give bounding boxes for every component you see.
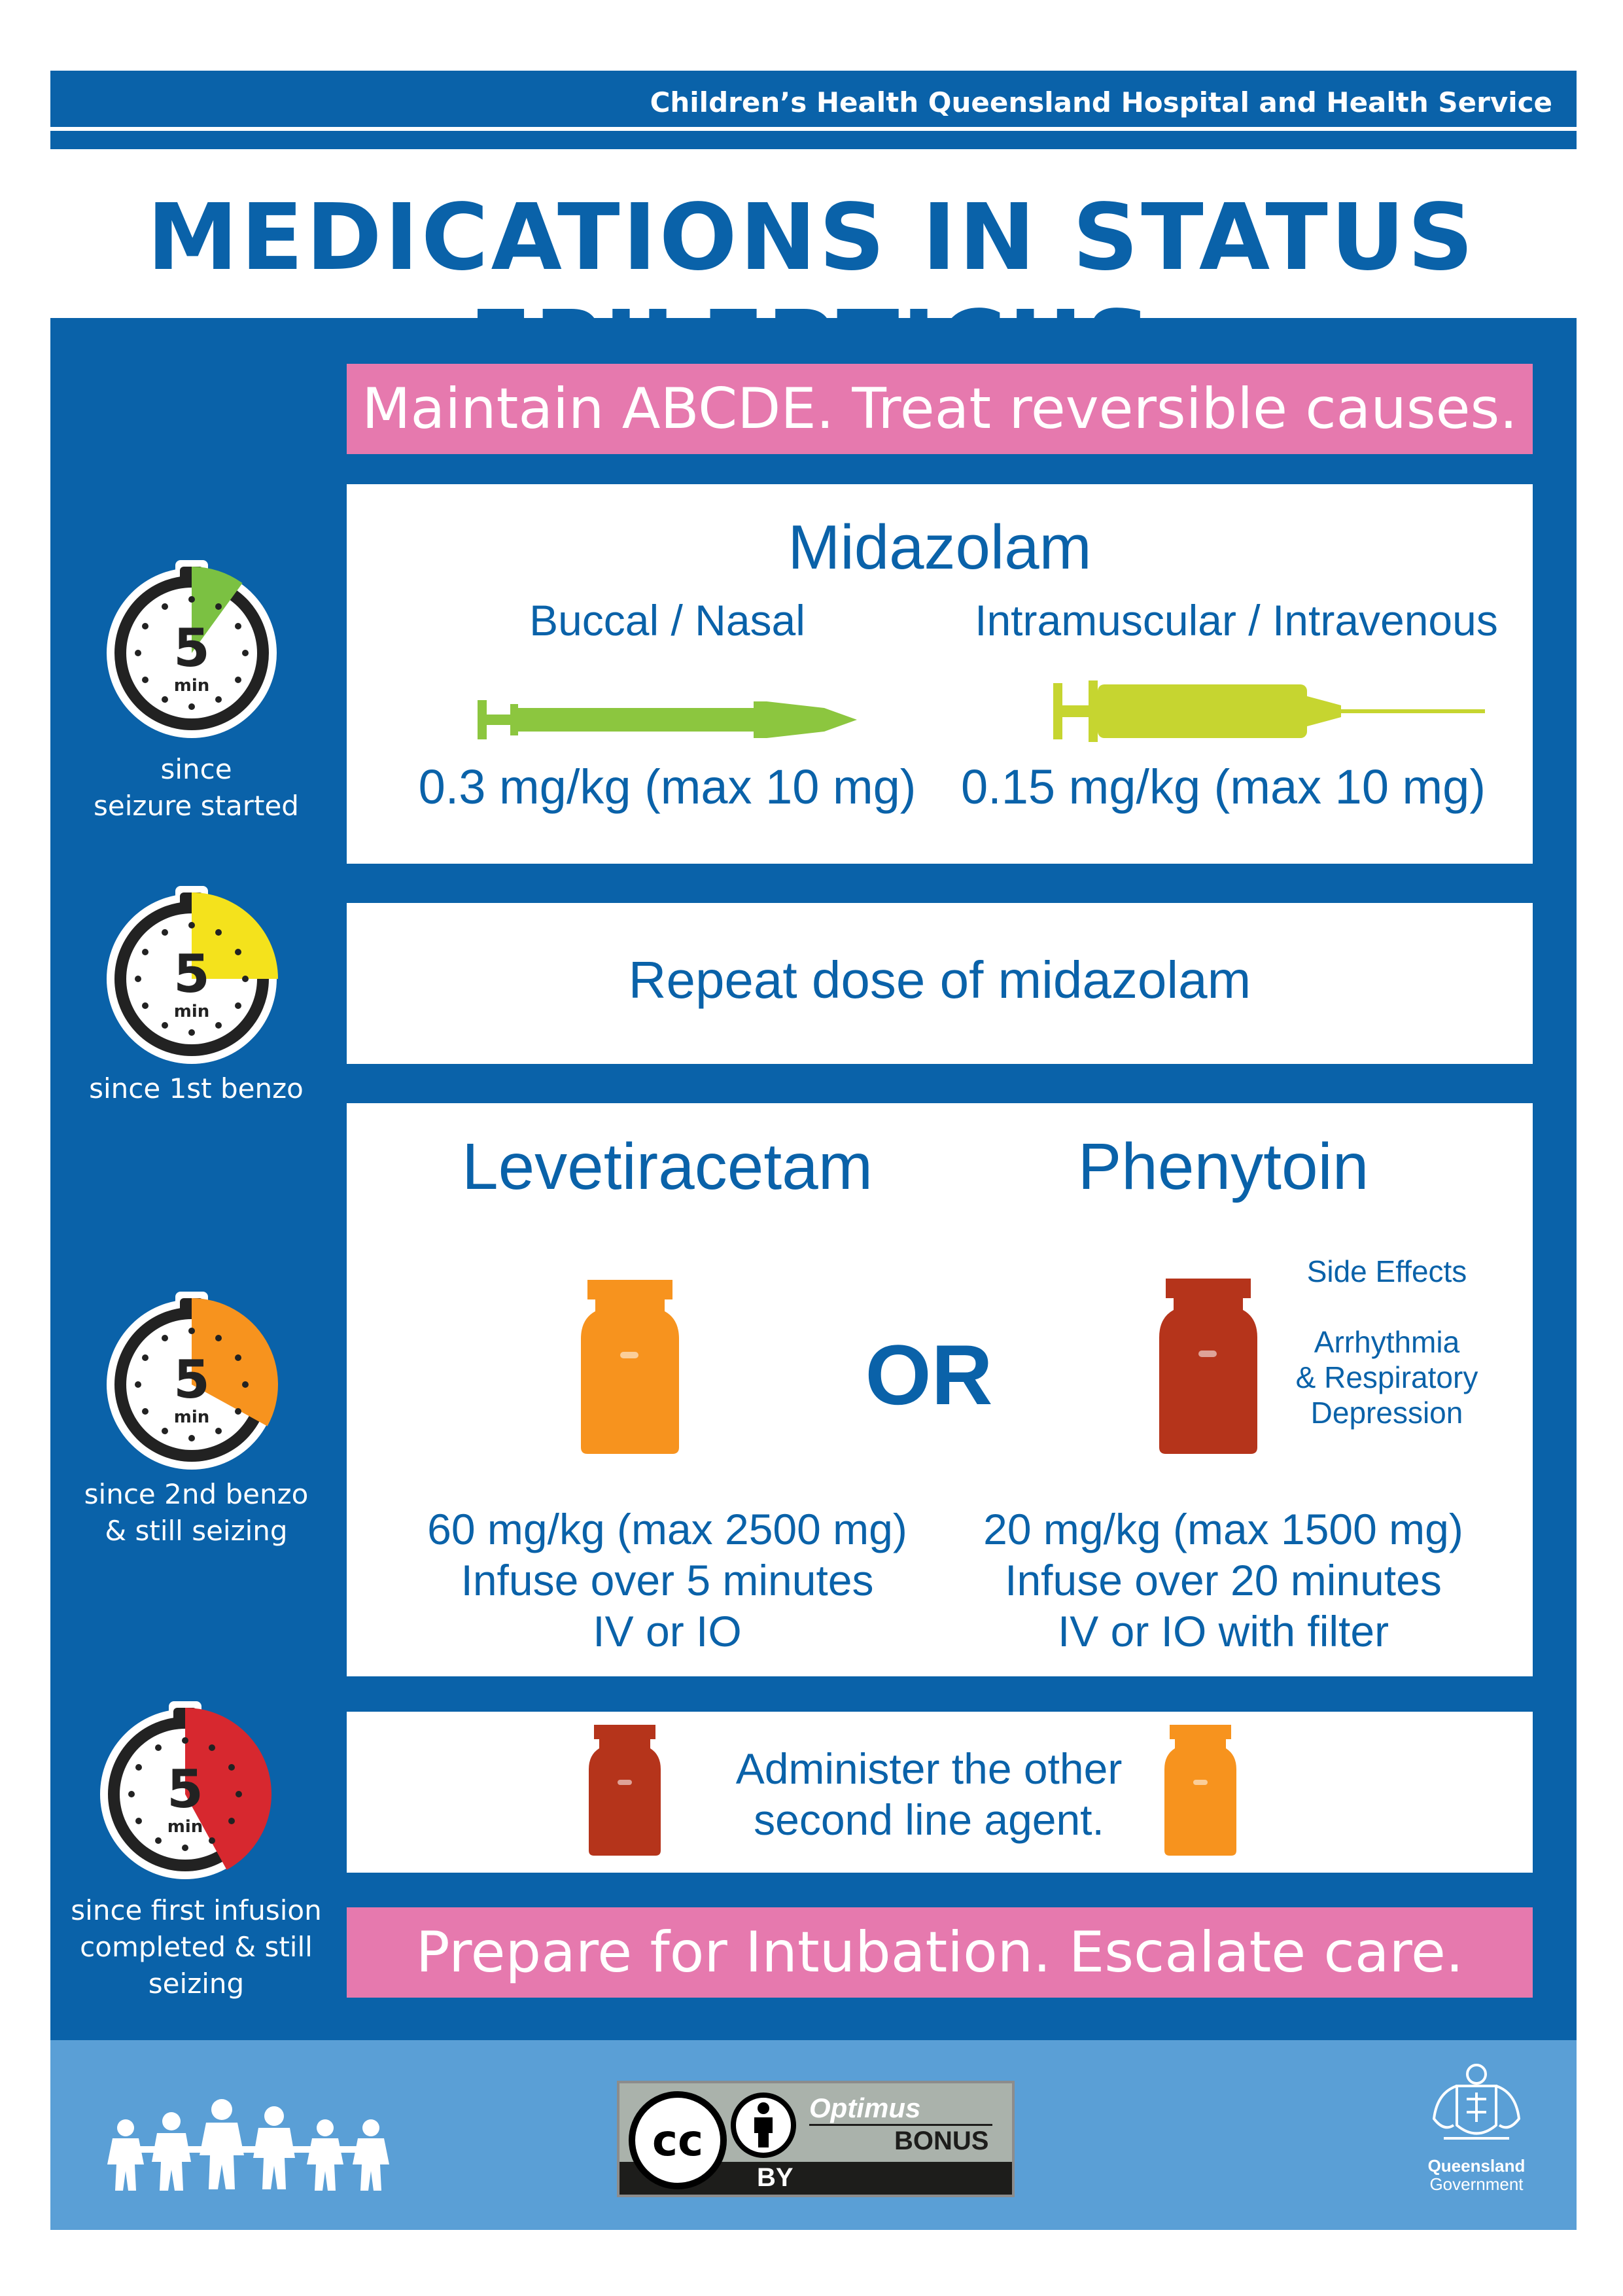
timer-number: 5 — [167, 1759, 203, 1820]
cc-by-license-badge[interactable] — [617, 2081, 1015, 2197]
timer-unit: min — [167, 1817, 203, 1837]
govt-line: Government — [1429, 2174, 1524, 2194]
vial-icon — [589, 1725, 661, 1856]
timer-number: 5 — [173, 1349, 210, 1410]
midazolam-card — [347, 484, 1533, 864]
organization-name: Children’s Health Queensland Hospital and Health Service — [650, 86, 1552, 118]
side-effects-line: Depression — [1310, 1396, 1463, 1430]
levetiracetam-dosing — [360, 1504, 975, 1657]
timer-caption-line: seizing — [148, 1968, 245, 2000]
timer-caption-line: since first infusion — [71, 1894, 322, 1926]
side-effects-heading: Side Effects — [1306, 1254, 1467, 1288]
timer-5min-icon — [103, 555, 280, 738]
banner-prepare-intubation: Prepare for Intubation. Escalate care. — [347, 1907, 1533, 1998]
banner-maintain-abcde: Maintain ABCDE. Treat reversible causes. — [347, 364, 1533, 454]
dose-line: IV or IO — [593, 1607, 742, 1655]
or-label: OR — [865, 1327, 993, 1422]
timer-number: 5 — [173, 944, 210, 1004]
page-title: MEDICATIONS IN STATUS — [147, 185, 1476, 291]
phenytoin-dosing — [922, 1504, 1524, 1657]
dose-line: Infuse over 20 minutes — [1005, 1556, 1442, 1604]
by-label: BY — [757, 2163, 794, 2192]
second-line-card — [347, 1103, 1533, 1676]
dose-line: IV or IO with filter — [1057, 1607, 1389, 1655]
timer-caption-line: completed & still — [80, 1931, 313, 1963]
other-agent-line: Administer the other — [735, 1744, 1123, 1793]
optimus-label: Optimus — [809, 2093, 921, 2123]
queensland-government-label — [1398, 2157, 1555, 2193]
timer-caption — [65, 1476, 327, 1549]
dose-line: 20 mg/kg (max 1500 mg) — [983, 1505, 1463, 1553]
timer-unit: min — [173, 1407, 210, 1427]
vial-icon — [1164, 1725, 1236, 1856]
govt-line: Queensland — [1427, 2156, 1526, 2176]
vial-icon — [581, 1280, 679, 1454]
side-effects-line: & Respiratory — [1295, 1360, 1478, 1394]
timer-caption-line: since — [160, 753, 232, 785]
timer-5min-icon — [103, 1286, 293, 1470]
timer-caption — [65, 1070, 327, 1107]
creative-commons-icon — [629, 2091, 727, 2189]
children-chain-logo-icon — [106, 2099, 407, 2197]
drug-name-midazolam: Midazolam — [788, 512, 1092, 582]
dose-buccal-nasal: 0.3 mg/kg (max 10 mg) — [418, 760, 916, 814]
vial-icon — [1159, 1279, 1257, 1454]
queensland-coat-of-arms-icon — [1418, 2060, 1535, 2158]
timer-caption-line: seizure started — [94, 790, 299, 822]
other-agent-card — [347, 1712, 1533, 1873]
route-im-iv: Intramuscular / Intravenous — [975, 596, 1498, 645]
syringe-icon — [1053, 669, 1485, 754]
timer-number: 5 — [173, 618, 210, 679]
dose-line: 60 mg/kg (max 2500 mg) — [427, 1505, 907, 1553]
header-divider — [50, 127, 1577, 131]
dose-line: Infuse over 5 minutes — [461, 1556, 874, 1604]
route-buccal-nasal: Buccal / Nasal — [529, 596, 805, 645]
other-agent-text — [661, 1743, 1197, 1845]
drug-name-phenytoin: Phenytoin — [1077, 1130, 1369, 1203]
cc-label: cc — [652, 2115, 704, 2166]
timer-caption-line: & still seizing — [105, 1515, 288, 1547]
repeat-dose-card — [347, 903, 1533, 1064]
syringe-icon — [478, 680, 857, 759]
timer-5min-icon — [103, 881, 280, 1064]
other-agent-line: second line agent. — [754, 1795, 1104, 1844]
timer-unit: min — [173, 1002, 210, 1021]
timer-caption — [52, 1892, 340, 2002]
footer — [50, 2040, 1577, 2230]
timer-5min-icon — [97, 1696, 293, 1886]
timer-unit: min — [173, 676, 210, 696]
drug-name-levetiracetam: Levetiracetam — [461, 1130, 873, 1203]
attribution-person-icon — [731, 2093, 796, 2158]
timer-caption — [65, 751, 327, 824]
dose-im-iv: 0.15 mg/kg (max 10 mg) — [961, 760, 1486, 814]
repeat-dose-text: Repeat dose of midazolam — [628, 951, 1251, 1009]
timer-caption-line: since 1st benzo — [89, 1072, 304, 1104]
timer-caption-line: since 2nd benzo — [84, 1478, 309, 1510]
side-effects-line: Arrhythmia — [1314, 1325, 1460, 1359]
side-effects-note — [1256, 1254, 1518, 1430]
bonus-label: BONUS — [894, 2127, 989, 2155]
